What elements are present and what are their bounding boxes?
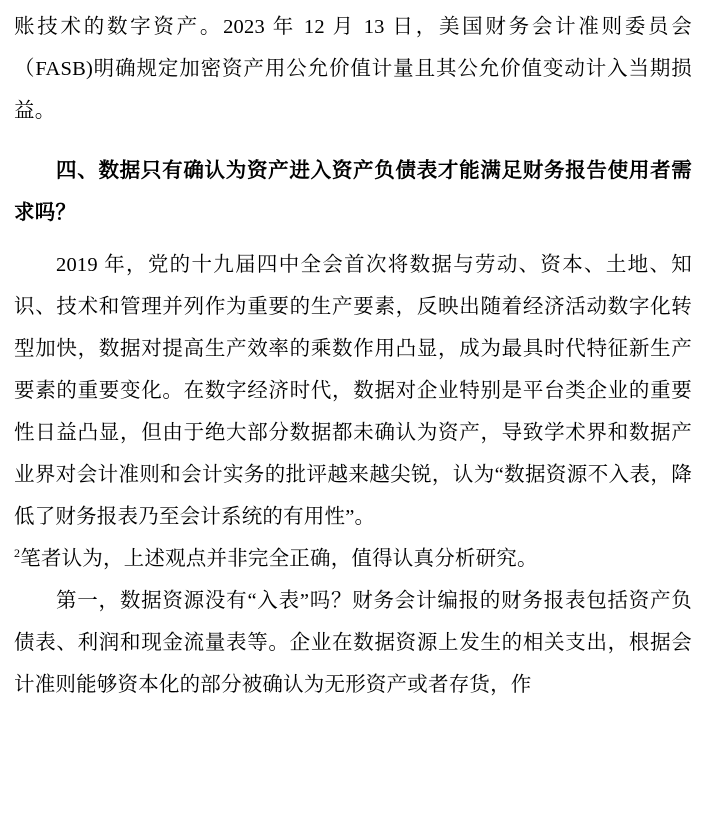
paragraph-continued-crypto-assets: 账技术的数字资产。2023 年 12 月 13 日，美国财务会计准则委员会（FASB)明确规定加密资产用公允价值计量且其公允价值变动计入当期损益。 <box>14 16 692 122</box>
paragraph-footnote-text: 笔者认为，上述观点并非完全正确，值得认真分析研究。 <box>20 548 538 570</box>
paragraph-first-point: 第一，数据资源没有“入表”吗？财务会计编报的财务报表包括资产负债表、利润和现金流量表等。企业在数据资源上发生的相关支出，根据会计准则能够资本化的部分被确认为无形资产或者存货，作 <box>14 590 692 696</box>
section-heading-four: 四、数据只有确认为资产进入资产负债表才能满足财务报告使用者需求吗？ <box>14 160 692 224</box>
paragraph-data-production-factor: 2019 年，党的十九届四中全会首次将数据与劳动、资本、土地、知识、技术和管理并列作为重要的生产要素，反映出随着经济活动数字化转型加快，数据对提高生产效率的乘数作用凸显，成为最具时代特征新生产要素的重要变化。在数字经济时代，数据对企业特别是平台类企业的重要性日益凸显，但由于绝大部分数据都未确认为资产，导致学术界和数据产业界对会计准则和会计实务的批评越来越尖锐，认为“数据资源不入表，降低了财务报表乃至会计系统的有用性”。 <box>14 254 692 528</box>
footnote-marker: 2 <box>14 546 21 561</box>
paragraph-footnote-continued <box>14 538 692 580</box>
